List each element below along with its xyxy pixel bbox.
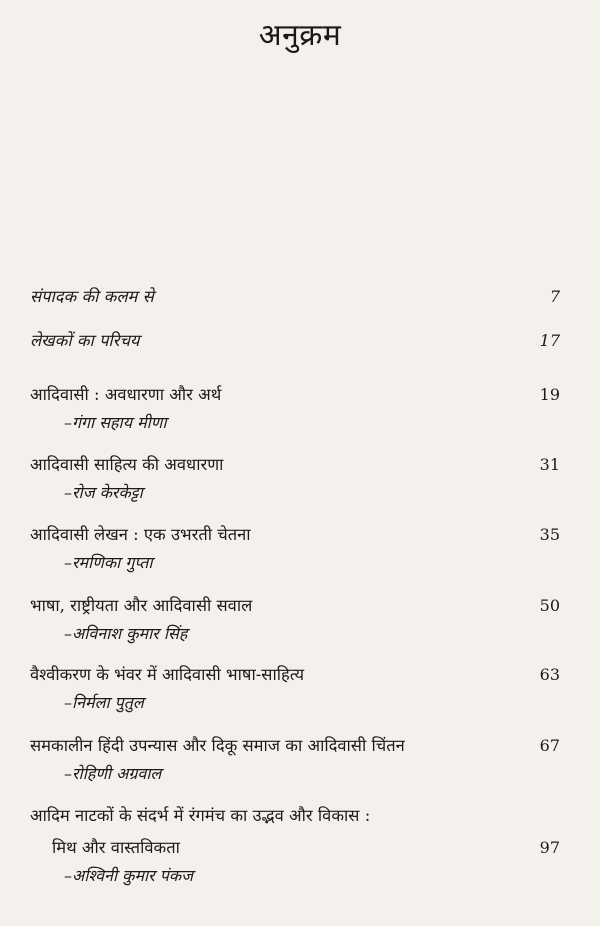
entry-title-row bbox=[30, 381, 560, 409]
entry-page-number: 97 bbox=[539, 838, 560, 857]
entry-title: आदिम नाटकों के संदर्भ में रंगमंच का उद्भव और विकास : bbox=[30, 806, 371, 825]
entry-title-row bbox=[30, 451, 560, 479]
page-title: अनुक्रम bbox=[258, 18, 342, 53]
entry-title-continuation-row bbox=[30, 834, 560, 862]
entry-author: –अविनाश कुमार सिंह bbox=[64, 624, 188, 643]
toc-entry bbox=[30, 661, 560, 717]
toc-entry bbox=[30, 451, 560, 507]
toc-entry bbox=[30, 283, 560, 311]
entry-page-number: 31 bbox=[539, 455, 560, 474]
toc-entry bbox=[30, 381, 560, 437]
entry-title: भाषा, राष्ट्रीयता और आदिवासी सवाल bbox=[30, 596, 253, 615]
entry-author: –निर्मला पुतुल bbox=[64, 693, 144, 712]
entry-title-row bbox=[30, 661, 560, 689]
entry-title-row bbox=[30, 283, 560, 311]
entry-title-row bbox=[30, 592, 560, 620]
entry-title: लेखकों का परिचय bbox=[30, 331, 140, 350]
entry-title-row bbox=[30, 802, 560, 830]
entry-title-row bbox=[30, 327, 560, 355]
entry-page-number: 50 bbox=[539, 596, 560, 615]
entry-title-row bbox=[30, 521, 560, 549]
entry-page-number: 67 bbox=[539, 736, 560, 755]
entry-page-number: 63 bbox=[539, 665, 560, 684]
entry-author: –रमणिका गुप्ता bbox=[64, 553, 153, 572]
entry-title: संपादक की कलम से bbox=[30, 287, 154, 306]
toc-entry bbox=[30, 802, 560, 890]
entry-title: आदिवासी : अवधारणा और अर्थ bbox=[30, 385, 222, 404]
entry-title: समकालीन हिंदी उपन्यास और दिकू समाज का आदिवासी चिंतन bbox=[30, 736, 405, 755]
entry-author: –रोहिणी अग्रवाल bbox=[64, 764, 162, 783]
entry-title-row bbox=[30, 732, 560, 760]
entry-page-number: 17 bbox=[539, 331, 560, 350]
entry-title: वैश्वीकरण के भंवर में आदिवासी भाषा-साहित्य bbox=[30, 665, 305, 684]
toc-entry bbox=[30, 327, 560, 355]
entry-title-continuation: मिथ और वास्तविकता bbox=[52, 838, 180, 857]
toc-entry bbox=[30, 521, 560, 577]
toc-entry bbox=[30, 732, 560, 788]
entry-page-number: 7 bbox=[549, 287, 560, 306]
entry-page-number: 19 bbox=[539, 385, 560, 404]
entry-author: –अश्विनी कुमार पंकज bbox=[64, 866, 194, 885]
entry-title: आदिवासी लेखन : एक उभरती चेतना bbox=[30, 525, 251, 544]
entry-page-number: 35 bbox=[539, 525, 560, 544]
toc-entry bbox=[30, 592, 560, 648]
entry-author: –रोज केरकेट्टा bbox=[64, 483, 143, 502]
entry-title: आदिवासी साहित्य की अवधारणा bbox=[30, 455, 224, 474]
entry-author: –गंगा सहाय मीणा bbox=[64, 413, 167, 432]
